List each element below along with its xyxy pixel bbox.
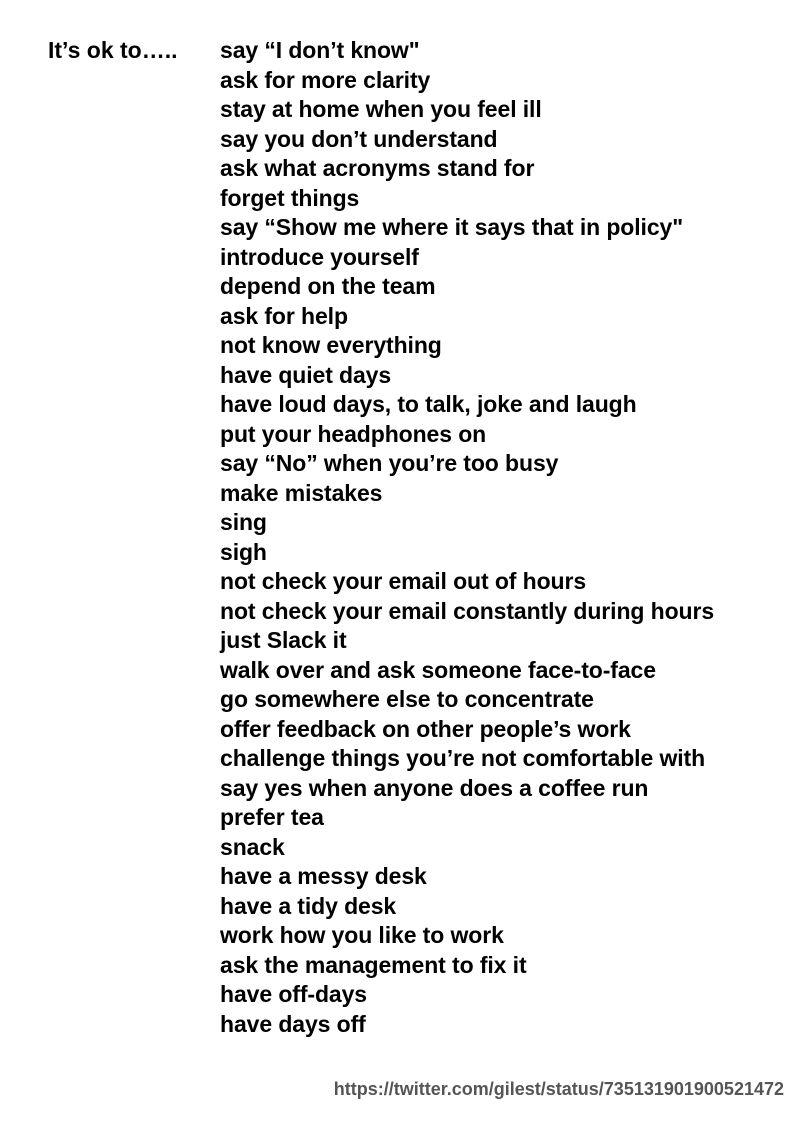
list-item: not know everything [220,332,442,358]
list-item: challenge things you’re not comfortable with [220,745,706,771]
list-item: have a messy desk [220,863,427,889]
list-item: go somewhere else to concentrate [220,686,594,712]
list-item: make mistakes [220,479,383,506]
list-item: say you don’t understand [220,125,498,152]
list-item: walk over and ask someone face-to-face [220,656,656,683]
list-item: forget things [220,184,360,211]
list-item: depend on the team [220,273,436,299]
list-item: put your headphones on [220,420,487,447]
page-heading: It’s ok to….. [48,37,178,63]
list-item: work how you like to work [220,922,504,948]
list-item: not check your email out of hours [220,568,587,594]
list-item: prefer tea [220,804,324,830]
list-item: say “Show me where it says that in policy" [220,214,684,240]
list-item: say “I don’t know" [220,37,420,63]
list-item: not check your email constantly during hours [220,597,715,624]
list-item: say “No” when you’re too busy [220,450,559,476]
list-item: have off-days [220,981,367,1007]
list-item: snack [220,833,285,860]
list-item: sigh [220,538,267,565]
list-item: ask for more clarity [220,66,431,93]
list-item: say yes when anyone does a coffee run [220,774,649,801]
list-item: stay at home when you feel ill [220,96,542,122]
list-item: have loud days, to talk, joke and laugh [220,391,637,417]
list-item: have a tidy desk [220,892,397,919]
list-item: offer feedback on other people’s work [220,715,631,742]
list-item: ask the management to fix it [220,951,527,978]
list-item: ask for help [220,302,348,329]
its-ok-list [220,36,714,1039]
list-item: just Slack it [220,627,347,653]
list-item: have quiet days [220,361,392,388]
list-item: introduce yourself [220,243,419,270]
list-item: sing [220,509,267,535]
source-url: https://twitter.com/gilest/status/735131901900521472 [333,1079,784,1099]
list-item: ask what acronyms stand for [220,155,535,181]
list-item: have days off [220,1010,366,1037]
